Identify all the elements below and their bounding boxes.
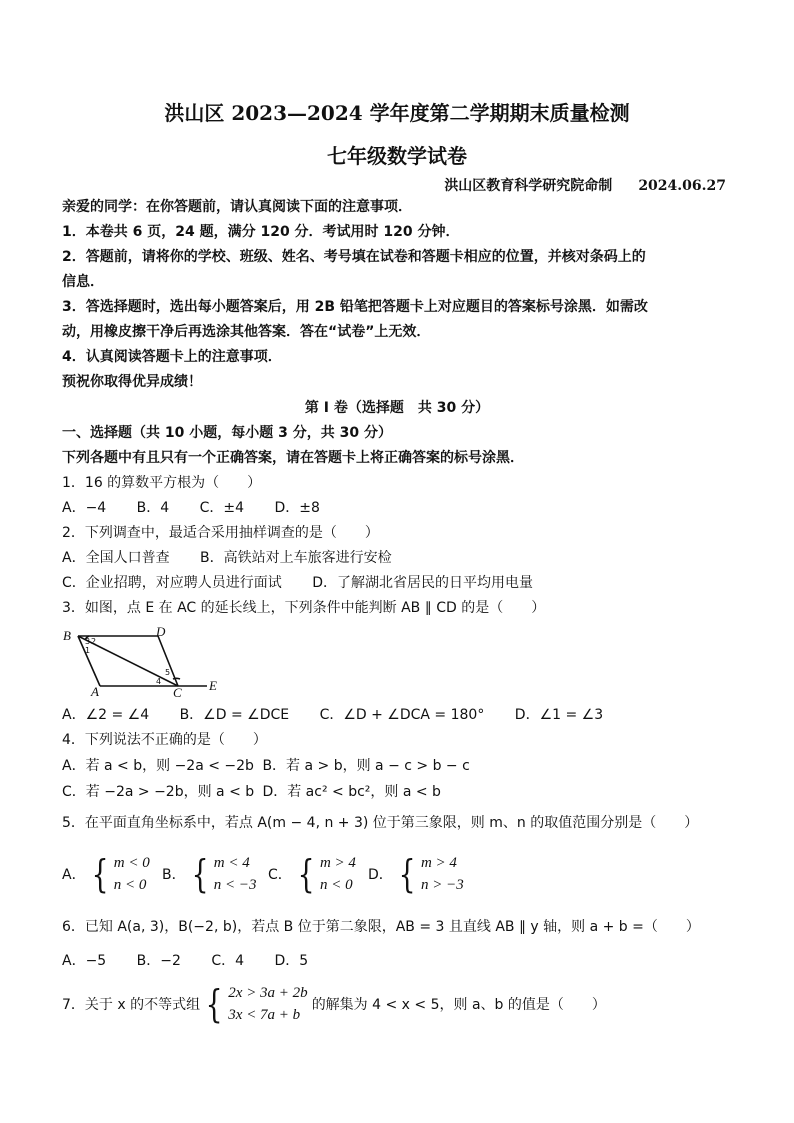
option-a-eq1: m < 0 bbox=[113, 855, 150, 871]
option-b-label: B． bbox=[162, 867, 186, 883]
angle-5-label: 5 bbox=[165, 668, 171, 677]
option-a: A．∠2 = ∠4 bbox=[62, 707, 150, 723]
question-1-stem: 1．16 的算数平方根为（ ） bbox=[62, 475, 262, 491]
option-b-eq1: m < 4 bbox=[213, 855, 250, 871]
question-2-options-row1 bbox=[62, 548, 742, 568]
exam-title: 洪山区 2023—2024 学年度第二学期期末质量检测 bbox=[164, 101, 630, 125]
part-heading: 第 I 卷（选择题 共 30 分） bbox=[304, 400, 490, 416]
brace-icon: { bbox=[91, 852, 109, 896]
option-d: D．±8 bbox=[274, 500, 320, 516]
option-b-eq2: n < −3 bbox=[213, 877, 257, 893]
figure-label-d: D bbox=[156, 624, 166, 639]
option-d-eq1: m > 4 bbox=[420, 855, 457, 871]
notice-item-4: 4．认真阅读答题卡上的注意事项． bbox=[62, 349, 282, 365]
angle-2-label: 2 bbox=[91, 637, 97, 646]
question-3-stem: 3．如图，点 E 在 AC 的延长线上，下列条件中能判断 AB ∥ CD 的是（ ） bbox=[62, 600, 546, 616]
question-4-options-row2 bbox=[62, 782, 742, 802]
question-2-options-row2 bbox=[62, 573, 742, 593]
option-c: C．企业招聘，对应聘人员进行面试 bbox=[62, 575, 282, 591]
option-c-eq2: n < 0 bbox=[319, 877, 353, 893]
question-4-options-row1 bbox=[62, 756, 742, 776]
figure-label-b: B bbox=[63, 628, 71, 643]
option-b: B．4 bbox=[136, 500, 170, 516]
question-3-figure bbox=[60, 624, 230, 698]
question-7-eq2: 3x < 7a + b bbox=[228, 1007, 301, 1023]
notice-item-3: 3．答选择题时，选出每小题答案后，用 2B 铅笔把答题卡上对应题目的答案标号涂黑．如需改 bbox=[62, 299, 648, 315]
question-7-stem bbox=[62, 982, 608, 1026]
exam-subtitle: 七年级数学试卷 bbox=[327, 144, 467, 168]
brace-icon: { bbox=[205, 982, 223, 1026]
notice-wish: 预祝你取得优异成绩！ bbox=[62, 374, 202, 390]
question-5-option-d bbox=[368, 852, 464, 896]
option-a: A．−4 bbox=[62, 500, 107, 516]
option-b: B．若 a > b，则 a − c > b − c bbox=[262, 758, 470, 774]
question-6-stem: 6．已知 A(a, 3)，B(−2, b)，若点 B 位于第二象限，AB = 3 且直线 AB ∥ y 轴，则 a + b =（ ） bbox=[62, 919, 700, 935]
question-5-option-a bbox=[62, 852, 150, 896]
issuer: 洪山区教育科学研究院命制 bbox=[444, 178, 613, 194]
option-a: A．−5 bbox=[62, 953, 107, 969]
question-6-options bbox=[62, 951, 742, 971]
notice-intro: 亲爱的同学：在你答题前，请认真阅读下面的注意事项． bbox=[62, 199, 412, 215]
notice-item-2: 2．答题前，请将你的学校、班级、姓名、考号填在试卷和答题卡相应的位置，并核对条码上的 bbox=[62, 249, 646, 265]
figure-label-a: A bbox=[91, 684, 99, 698]
angle-1-label: 1 bbox=[85, 646, 91, 655]
brace-icon: { bbox=[398, 852, 416, 896]
option-a-label: A． bbox=[62, 867, 86, 883]
option-c-label: C． bbox=[268, 867, 292, 883]
option-c: C．4 bbox=[211, 953, 245, 969]
option-d: D．∠1 = ∠3 bbox=[514, 707, 604, 723]
question-7-suffix: 的解集为 4 < x < 5，则 a、b 的值是（ ） bbox=[311, 997, 606, 1013]
question-7-prefix: 7．关于 x 的不等式组 bbox=[62, 997, 201, 1013]
option-a-eq2: n < 0 bbox=[113, 877, 147, 893]
option-d-label: D． bbox=[368, 867, 393, 883]
option-d: D．了解湖北省居民的日平均用电量 bbox=[312, 575, 534, 591]
option-a: A．全国人口普查 bbox=[62, 550, 170, 566]
notice-item-3-cont: 动，用橡皮擦干净后再选涂其他答案．答在“试卷”上无效． bbox=[62, 324, 431, 340]
option-c-eq1: m > 4 bbox=[319, 855, 356, 871]
question-1-options bbox=[62, 498, 742, 518]
option-d: D．若 ac² < bc²，则 a < b bbox=[262, 784, 441, 800]
option-d-eq2: n > −3 bbox=[420, 877, 464, 893]
option-b: B．−2 bbox=[136, 953, 181, 969]
figure-label-c: C bbox=[173, 685, 182, 698]
question-5-option-b bbox=[162, 852, 257, 896]
angle-4-label: 4 bbox=[156, 677, 162, 686]
exam-date: 2024.06.27 bbox=[638, 178, 726, 194]
option-b: B．高铁站对上车旅客进行安检 bbox=[200, 550, 392, 566]
question-3-options bbox=[62, 705, 742, 725]
option-c: C．若 −2a > −2b，则 a < b bbox=[62, 784, 255, 800]
question-4-stem: 4．下列说法不正确的是（ ） bbox=[62, 732, 267, 748]
figure-label-e: E bbox=[209, 678, 217, 693]
notice-item-1: 1．本卷共 6 页，24 题，满分 120 分．考试用时 120 分钟． bbox=[62, 224, 460, 240]
question-5-option-c bbox=[268, 852, 356, 896]
exam-byline bbox=[444, 175, 726, 195]
option-c: C．∠D + ∠DCA = 180° bbox=[319, 707, 485, 723]
option-d: D．5 bbox=[274, 953, 309, 969]
section-instruction: 下列各题中有且只有一个正确答案，请在答题卡上将正确答案的标号涂黑． bbox=[62, 450, 524, 466]
notice-item-2-cont: 信息． bbox=[62, 274, 104, 290]
option-b: B．∠D = ∠DCE bbox=[179, 707, 290, 723]
option-a: A．若 a < b，则 −2a < −2b bbox=[62, 758, 254, 774]
question-7-eq1: 2x > 3a + 2b bbox=[228, 985, 308, 1001]
section-heading: 一、选择题（共 10 小题，每小题 3 分，共 30 分） bbox=[62, 425, 392, 441]
brace-icon: { bbox=[191, 852, 209, 896]
brace-icon: { bbox=[297, 852, 315, 896]
question-2-stem: 2．下列调查中，最适合采用抽样调查的是（ ） bbox=[62, 525, 379, 541]
question-5-stem: 5．在平面直角坐标系中，若点 A(m − 4, n + 3) 位于第三象限，则 m、n 的取值范围分别是（ ） bbox=[62, 815, 699, 831]
angle-3-label: 3 bbox=[85, 637, 91, 646]
option-c: C．±4 bbox=[199, 500, 245, 516]
